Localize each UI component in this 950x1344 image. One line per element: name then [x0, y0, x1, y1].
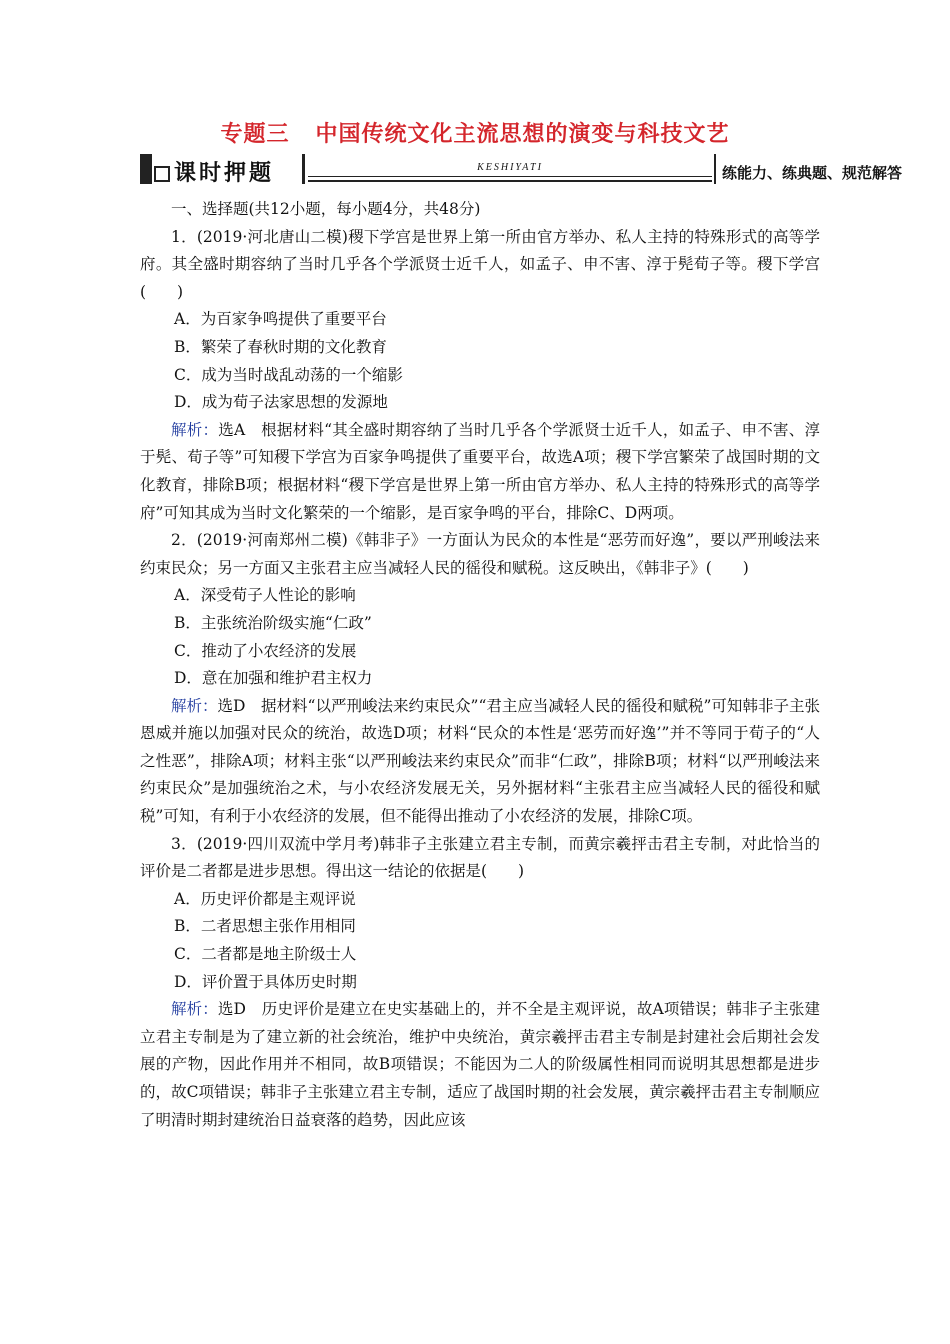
- banner-divider-2: [714, 154, 716, 184]
- title-part-2: 中国传统文化主流思想的演变与科技文艺: [315, 122, 730, 147]
- document-body: [140, 196, 820, 1134]
- explanation: [140, 693, 820, 831]
- banner-square-icon: [154, 166, 170, 182]
- banner-dark-block: [140, 154, 152, 184]
- option-d: D．评价置于具体历史时期: [174, 972, 357, 991]
- page-title: [0, 117, 950, 148]
- option-a: A．为百家争鸣提供了重要平台: [174, 310, 387, 329]
- explanation-label: 解析：: [171, 420, 219, 439]
- option-d: D．成为荀子法家思想的发源地: [174, 393, 388, 412]
- banner-rule-top: [308, 176, 712, 177]
- question-stem: 3．(2019·四川双流中学月考)韩非子主张建立君主专制，而黄宗羲抨击君主专制，对此恰当的评价是二者都是进步思想。得出这一结论的依据是( ): [140, 834, 820, 881]
- option-d: D．意在加强和维护君主权力: [174, 669, 373, 688]
- banner-divider: [302, 154, 305, 184]
- question-3: [140, 831, 820, 1135]
- question-2: [140, 527, 820, 831]
- explanation-label: 解析：: [171, 1000, 218, 1019]
- question-1: [140, 224, 820, 528]
- explanation: [140, 996, 820, 1134]
- question-stem: 2．(2019·河南郑州二模)《韩非子》一方面认为民众的本性是“恶劳而好逸”，要以严刑峻法来约束民众；另一方面又主张君主应当减轻人民的徭役和赋税。这反映出，《韩非子》( ): [140, 531, 820, 577]
- option-b: B．二者思想主张作用相同: [174, 917, 356, 936]
- option-c: C．二者都是地主阶级士人: [174, 945, 357, 964]
- option-c: C．推动了小农经济的发展: [174, 641, 357, 660]
- option-b: B．繁荣了春秋时期的文化教育: [174, 337, 387, 356]
- banner-rule-bottom: [308, 180, 712, 182]
- explanation-label: 解析：: [171, 696, 218, 715]
- section-heading: 一、选择题(共12小题，每小题4分，共48分): [171, 200, 481, 218]
- explanation: [140, 417, 820, 527]
- banner-pinyin: KESHIYATI: [477, 162, 543, 173]
- question-stem: 1．(2019·河北唐山二模)稷下学宫是世界上第一所由官方举办、私人主持的特殊形式的高等学府。其全盛时期容纳了当时几乎各个学派贤士近千人，如孟子、申不害、淳于髡荀子等。稷下学宫( ): [140, 227, 820, 301]
- explanation-text: 选A 根据材料“其全盛时期容纳了当时几乎各个学派贤士近千人，如孟子、申不害、淳于髡、荀子等”可知稷下学宫为百家争鸣提供了重要平台，故选A项；稷下学宫繁荣了战国时期的文化教育，排除B项；根据材料“稷下学宫是世界上第一所由官方举办、私人主持的特殊形式的高等学府”可知其成为当时文化繁荣的一个缩影，是百家争鸣的平台，排除C、D两项。: [140, 420, 820, 522]
- banner-motto: 练能力、练典题、规范解答: [722, 164, 903, 182]
- option-a: A．深受荀子人性论的影响: [174, 586, 356, 605]
- option-a: A．历史评价都是主观评说: [174, 889, 356, 908]
- lesson-banner: [140, 152, 903, 192]
- option-c: C．成为当时战乱动荡的一个缩影: [174, 365, 403, 384]
- title-part-1: 专题三: [220, 122, 290, 147]
- banner-heading: 课时押题: [174, 161, 275, 186]
- explanation-text: 选D 据材料“以严刑峻法来约束民众”“君主应当减轻人民的徭役和赋税”可知韩非子主张恩威并施以加强对民众的统治，故选D项；材料“民众的本性是‘恶劳而好逸’”并不等同于荀子的“人之性恶”，排除A项；材料主张“以严刑峻法来约束民众”而非“仁政”，排除B项；材料“以严刑峻法来约束民众”是加强统治之术，与小农经济发展无关，另外据材料“主张君主应当减轻人民的徭役和赋税”可知，有利于小农经济的发展，但不能得出推动了小农经济的发展，排除C项。: [140, 696, 820, 826]
- explanation-text: 选D 历史评价是建立在史实基础上的，并不全是主观评说，故A项错误；韩非子主张建立君主专制是为了建立新的社会统治，维护中央统治，黄宗羲抨击君主专制是封建社会后期社会发展的产物，因此作用并不相同，故B项错误；不能因为二人的阶级属性相同而说明其思想都是进步的，故C项错误；韩非子主张建立君主专制，适应了战国时期的社会发展，黄宗羲抨击君主专制顺应了明清时期封建统治日益衰落的趋势，因此应该: [140, 1000, 820, 1129]
- option-b: B．主张统治阶级实施“仁政”: [174, 613, 372, 632]
